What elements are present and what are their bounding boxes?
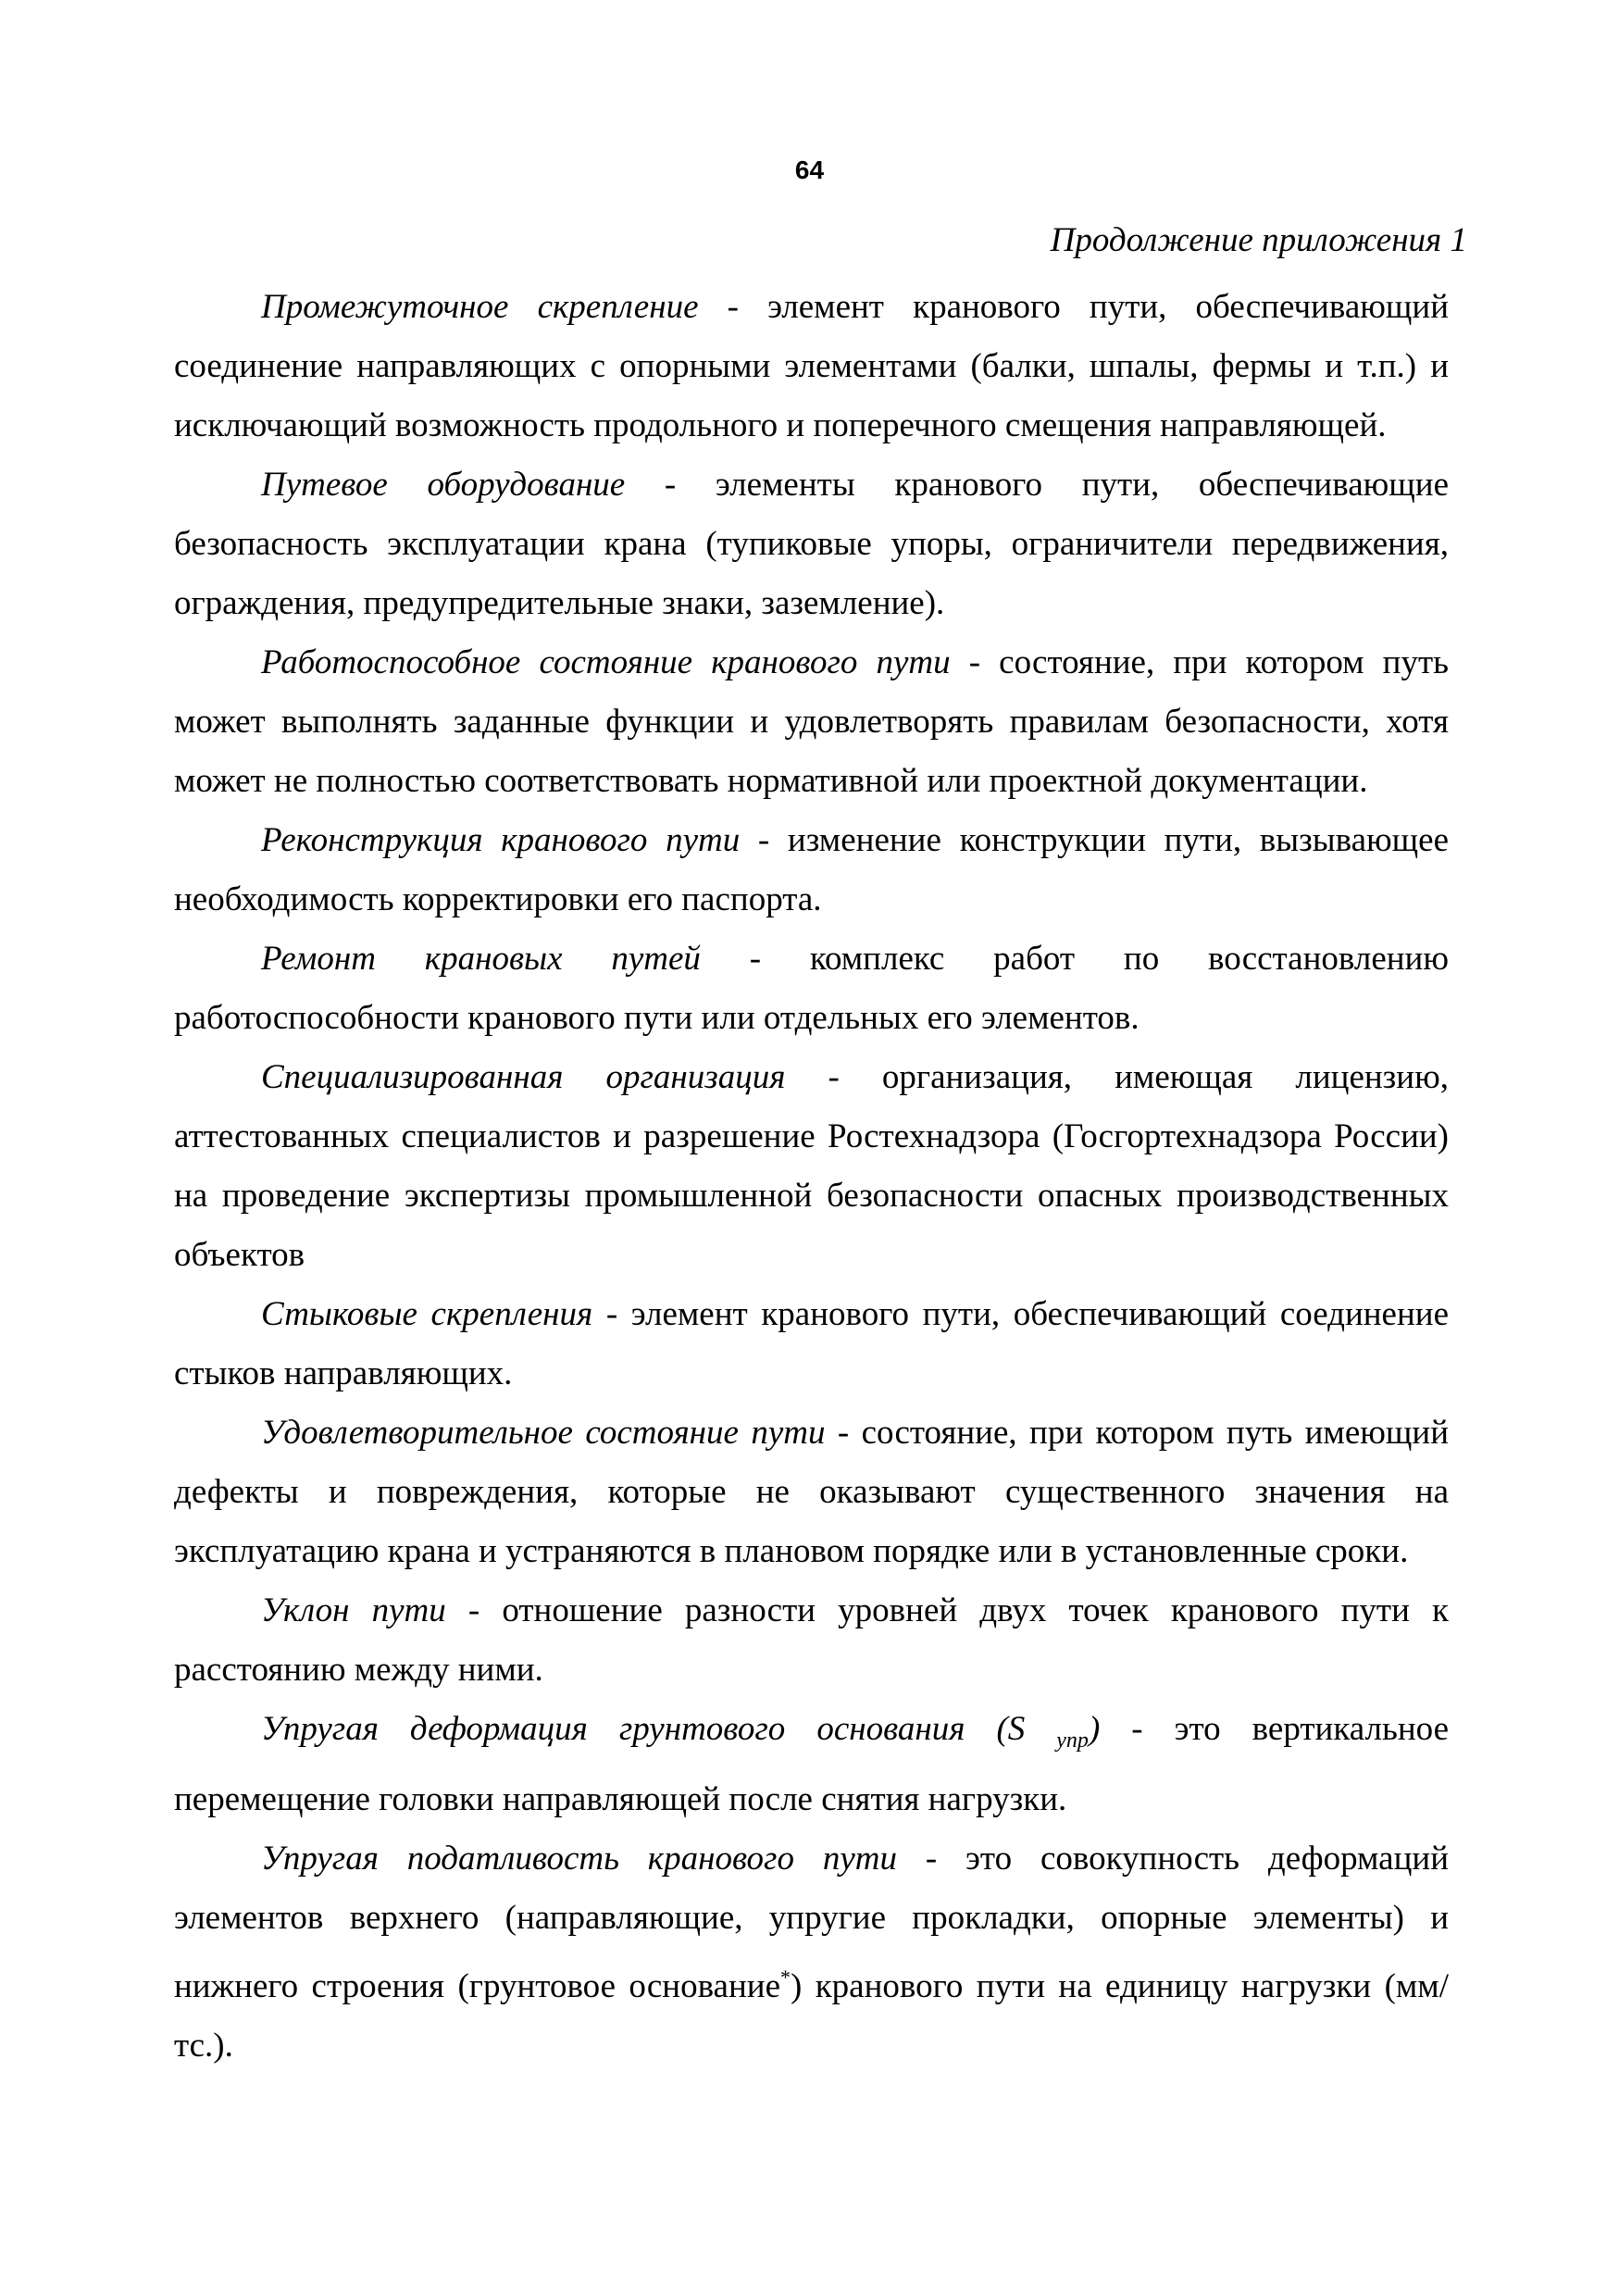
glossary-definition: - состояние, при котором путь может выполнять заданные функции и удовлетворять правилам безопасности, хотя может не полностью соответствовать нормативной или проектной документации.	[174, 643, 1449, 800]
page-number: 64	[794, 156, 825, 184]
glossary-entry	[174, 811, 1449, 930]
glossary-term: Упругая податливость кранового пути	[261, 1840, 897, 1878]
term-closing-paren: )	[1088, 1710, 1101, 1748]
term-subscript: упр	[1056, 1728, 1089, 1753]
glossary-definition: - комплекс работ по восстановлению работоспособности кранового пути или отдельных его элементов.	[174, 940, 1449, 1037]
glossary-entry	[174, 1048, 1449, 1285]
glossary-term: Уклон пути	[261, 1591, 446, 1629]
glossary-term: Реконструкция кранового пути	[261, 821, 741, 859]
glossary-entry	[174, 278, 1449, 455]
glossary-term: Специализированная организация	[261, 1058, 786, 1096]
glossary-definition: - отношение разности уровней двух точек кранового пути к расстоянию между ними.	[174, 1591, 1449, 1689]
glossary-entry	[174, 455, 1449, 633]
glossary-definition-end: ) кранового пути на единицу нагрузки (мм/тс.).	[174, 1967, 1449, 2065]
glossary-definition: - организация, имеющая лицензию, аттестованных специалистов и разрешение Ростехнадзора (Госгортехнадзора России) на проведение экспертизы промышленной безопасности опасных производственных объектов	[174, 1058, 1449, 1274]
glossary-entry	[174, 633, 1449, 811]
glossary-entry	[174, 1700, 1449, 1829]
glossary-term: Удовлетворительное состояние пути	[261, 1414, 826, 1452]
footnote-mark: *	[780, 1965, 791, 1989]
glossary-definition: - состояние, при котором путь имеющий дефекты и повреждения, которые не оказывают существенного значения на эксплуатацию крана и устраняются в плановом порядке или в установленные сроки.	[174, 1414, 1449, 1570]
glossary-term: Путевое оборудование	[261, 466, 626, 504]
glossary-entry	[174, 930, 1449, 1048]
glossary-entry	[174, 1829, 1449, 2076]
glossary-body	[174, 278, 1449, 2076]
glossary-entry	[174, 1404, 1449, 1581]
glossary-definition: - элемент кранового пути, обеспечивающий соединение стыков направляющих.	[174, 1295, 1449, 1392]
glossary-definition: - это совокупность деформаций элементов верхнего (направляющие, упругие прокладки, опорные элементы) и нижнего строения (грунтовое основание	[174, 1840, 1449, 2005]
glossary-term: Упругая деформация грунтового основания (S	[261, 1710, 1057, 1748]
glossary-term: Стыковые скрепления	[261, 1295, 593, 1333]
glossary-definition: - это вертикальное перемещение головки направляющей после снятия нагрузки.	[174, 1710, 1449, 1818]
glossary-definition: - элементы кранового пути, обеспечивающие безопасность эксплуатации крана (тупиковые упоры, ограничители передвижения, ограждения, предупредительные знаки, заземление).	[174, 466, 1449, 622]
glossary-definition: - изменение конструкции пути, вызывающее необходимость корректировки его паспорта.	[174, 821, 1449, 918]
continuation-heading: Продолжение приложения 1	[1050, 221, 1467, 259]
glossary-entry	[174, 1581, 1449, 1700]
glossary-term: Работоспособное состояние кранового пути	[261, 643, 951, 681]
glossary-term: Промежуточное скрепление	[261, 288, 699, 326]
glossary-term: Ремонт крановых путей	[261, 940, 701, 978]
glossary-definition: - элемент кранового пути, обеспечивающий соединение направляющих с опорными элементами (балки, шпалы, фермы и т.п.) и исключающий возможность продольного и поперечного смещения направляющей.	[174, 288, 1449, 444]
glossary-entry	[174, 1285, 1449, 1404]
